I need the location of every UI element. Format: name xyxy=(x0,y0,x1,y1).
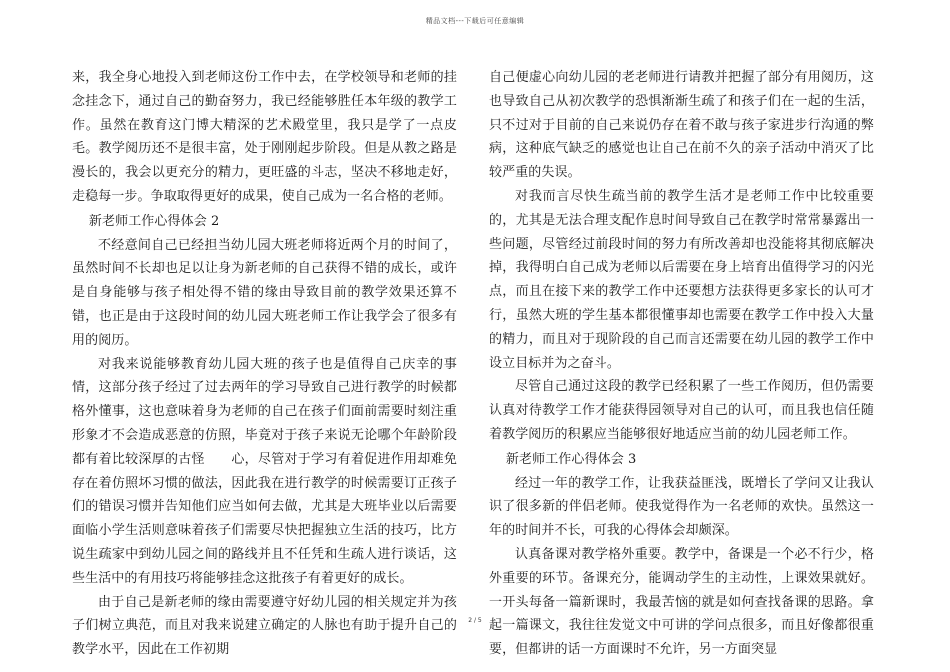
page-number: 2 / 5 xyxy=(468,617,482,624)
paragraph: 尽管自己通过这段的教学已经积累了一些工作阅历，但仍需要认真对待教学工作才能获得园领导对自己的认可，而且我也信任随着教学阅历的积累应当能够很好地适应当前的幼儿园老师工作。 xyxy=(489,379,874,442)
paragraph: 认真备课对教学格外重要。教学中，备课是一个必不行少，格外重要的环节。备课充分，能调动学生的主动性，上课效果就好。一开头每备一篇新课时，我最苦恼的就是如何查找备课的思路。拿起一篇课文，我往往发觉文中可讲的学问点很多，而且好像都很重要，但都讲的话一方面课时不允许，另一方面突显 xyxy=(489,546,874,658)
paragraph: 经过一年的教学工作，让我获益匪浅，既增长了学问又让我认识了很多新的伴侣老师。使我觉得作为一名老师的欢快。虽然这一年的时间并不长，可我的心得体会却颇深。 xyxy=(489,475,874,539)
paragraph: 对我而言尽快生疏当前的教学生活才是老师工作中比较重要的，尤其是无法合理支配作息时间导致自己在教学时常常暴露出一些问题，尽管经过前段时间的努力有所改善却也没能将其彻底解决掉，我得明白自己成为老师以后需要在身上培育出值得学习的闪光点，而且在接下来的教学工作中还要想方法获得更多家长的认可才行，虽然大班的学生基本都很懂事却也需要在教学工作中投入大量的精力，而且对于现阶段的自己而言还需要在幼儿园的教学工作中设立目标并为之奋斗。 xyxy=(489,188,874,371)
left-column xyxy=(72,66,457,662)
page-header: 精品文档---下载后可任意编辑 xyxy=(425,17,525,25)
section-heading: 新老师工作心得体会 3 xyxy=(505,451,637,467)
section-heading: 新老师工作心得体会 2 xyxy=(88,213,220,229)
paragraph: 由于自己是新老师的缘由需要遵守好幼儿园的相关规定并为孩子们树立典范，而且对我来说建立确定的人脉也有助于提升自己的教学水平，因此在工作初期 xyxy=(72,594,457,658)
paragraph: 对我来说能够教育幼儿园大班的孩子也是值得自己庆幸的事情，这部分孩子经过了过去两年的学习导致自己进行教学的时候都格外懂事，这也意味着身为老师的自己在孩子们面前需要时刻注重形象才不会造成恶意的仿照，毕竟对于孩子来说无论哪个年龄阶段都有着比较深厚的古怪 心，尽管对于学习有着促进作用却难免存在着仿照坏习惯的做法，因此我在进行教学的时候需要订正孩子们的错误习惯并告知他们应当如何去做，尤其是大班毕业以后需要面临小学生活则意味着孩子们需要尽快把握独立生活的技巧，比方说生疏家中到幼儿园之间的路线并且不任凭和生疏人进行谈话，这些生活中的有用技巧将能够挂念这批孩子有着更好的成长。 xyxy=(72,356,457,586)
paragraph: 自己便虚心向幼儿园的老老师进行请教并把握了部分有用阅历，这也导致自己从初次教学的恐惧渐渐生疏了和孩子们在一起的生活，只不过对于目前的自己来说仍存在着不敢与孩子家进步行沟通的弊病，这种底气缺乏的感觉也让自己在前不久的亲子活动中消灭了比较严重的失误。 xyxy=(489,70,874,181)
paragraph: 不经意间自己已经担当幼儿园大班老师将近两个月的时间了，虽然时间不长却也足以让身为新老师的自己获得不错的成长，或许是自身能够与孩子相处得不错的缘由导致目前的教学效果还算不错，也正是由于这段时间的幼儿园大班老师工作让我学会了很多有用的阅历。 xyxy=(72,237,457,348)
right-column xyxy=(489,66,874,662)
paragraph: 来，我全身心地投入到老师这份工作中去，在学校领导和老师的挂念挂念下，通过自己的勤奋努力，我已经能够胜任本年级的教学工作。虽然在教育这门博大精深的艺术殿堂里，我只是学了一点皮毛。教学阅历还不是很丰富，处于刚刚起步阶段。但是从教之路是漫长的，我会以更充分的精力，更旺盛的斗志，坚决不移地走好，走稳每一步。争取取得更好的成果，使自己成为一名合格的老师。 xyxy=(72,70,457,204)
